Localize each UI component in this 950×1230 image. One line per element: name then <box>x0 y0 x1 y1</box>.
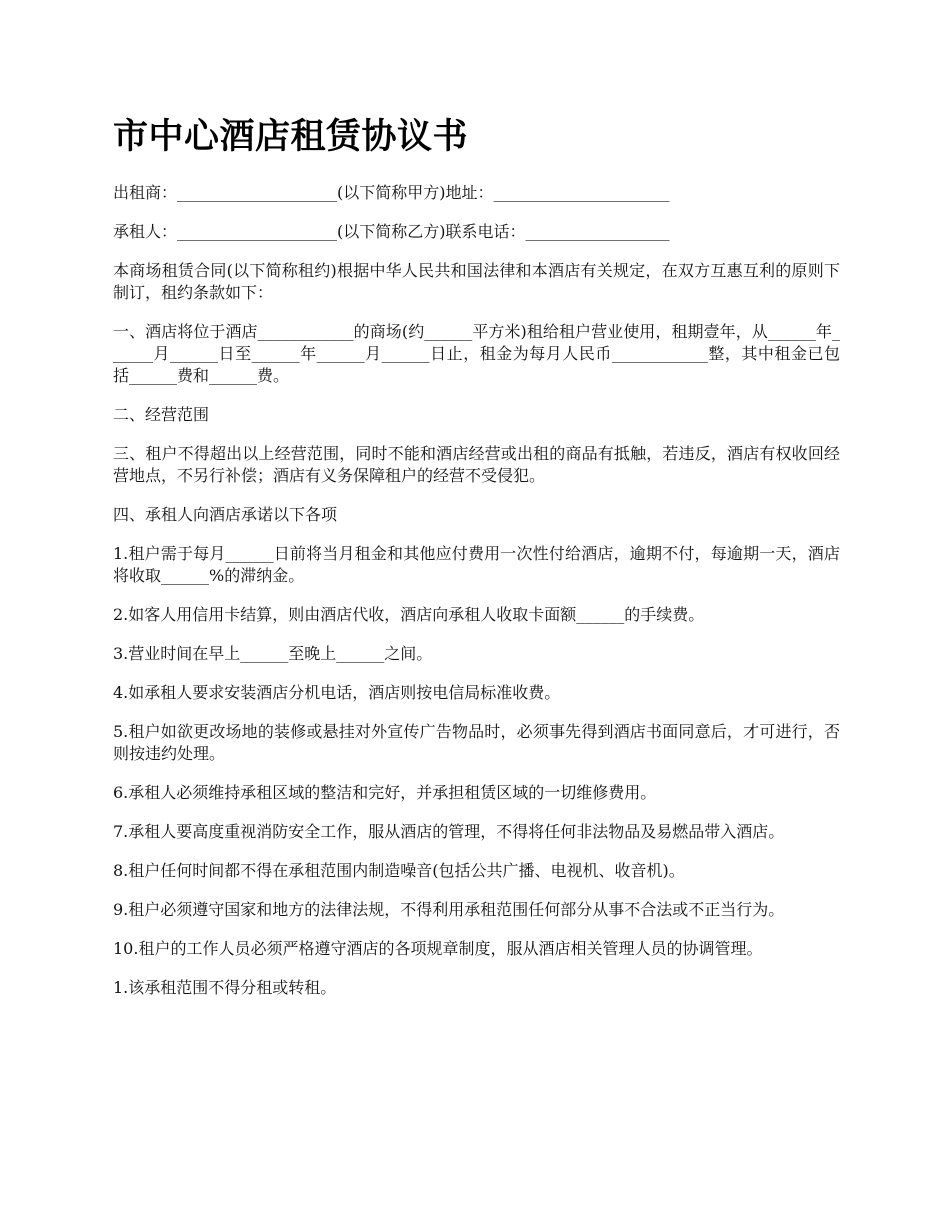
clause-2-heading: 二、经营范围 <box>113 405 210 424</box>
list-item: 2.如客人用信用卡结算，则由酒店代收，酒店向承租人收取卡面额______的手续费。 <box>113 605 705 624</box>
list-item: 5.租户如欲更改场地的装修或悬挂对外宣传广告物品时，必须事先得到酒店书面同意后，才可进行，否则按违约处理。 <box>113 722 840 763</box>
list-item: 7.承租人要高度重视消防安全工作，服从酒店的管理，不得将任何非法物品及易燃品带入酒店。 <box>113 822 785 841</box>
list-item: 10.租户的工作人员必须严格遵守酒店的各项规章制度，服从酒店相关管理人员的协调管理。 <box>113 939 763 958</box>
lessor-line: 出租商：____________________(以下简称甲方)地址：______________________ <box>113 183 670 202</box>
clause-1: 一、酒店将位于酒店____________的商场(约______平方米)租给租户营业使用，租期壹年，从______年______月______日至______年______月______日止，租金为每月人民币____________整，其中租金已包括______费和______费。 <box>113 322 840 385</box>
list-item: 6.承租人必须维持承租区域的整洁和完好，并承担租赁区域的一切维修费用。 <box>113 783 657 802</box>
list-item: 1.该承租范围不得分租或转租。 <box>113 978 337 997</box>
list-item: 9.租户必须遵守国家和地方的法律法规，不得利用承租范围任何部分从事不合法或不正当行为。 <box>113 900 785 919</box>
clause-4-heading: 四、承租人向酒店承诺以下各项 <box>113 505 338 524</box>
page-title: 市中心酒店租赁协议书 <box>113 117 469 157</box>
list-item: 4.如承租人要求安装酒店分机电话，酒店则按电信局标准收费。 <box>113 683 561 702</box>
list-item: 1.租户需于每月______日前将当月租金和其他应付费用一次性付给酒店，逾期不付，每逾期一天，酒店将收取______%的滞纳金。 <box>113 544 840 585</box>
list-item: 8.租户任何时间都不得在承租范围内制造噪音(包括公共广播、电视机、收音机)。 <box>113 861 685 880</box>
lessee-line: 承租人：____________________(以下简称乙方)联系电话：__________________ <box>113 222 670 241</box>
intro-paragraph: 本商场租赁合同(以下简称租约)根据中华人民共和国法律和本酒店有关规定，在双方互惠互利的原则下制订，租约条款如下： <box>113 261 840 302</box>
list-item: 3.营业时间在早上______至晚上______之间。 <box>113 644 433 663</box>
document-page <box>113 112 840 1016</box>
clause-3: 三、租户不得超出以上经营范围，同时不能和酒店经营或出租的商品有抵触，若违反，酒店有权收回经营地点，不另行补偿；酒店有义务保障租户的经营不受侵犯。 <box>113 444 840 485</box>
